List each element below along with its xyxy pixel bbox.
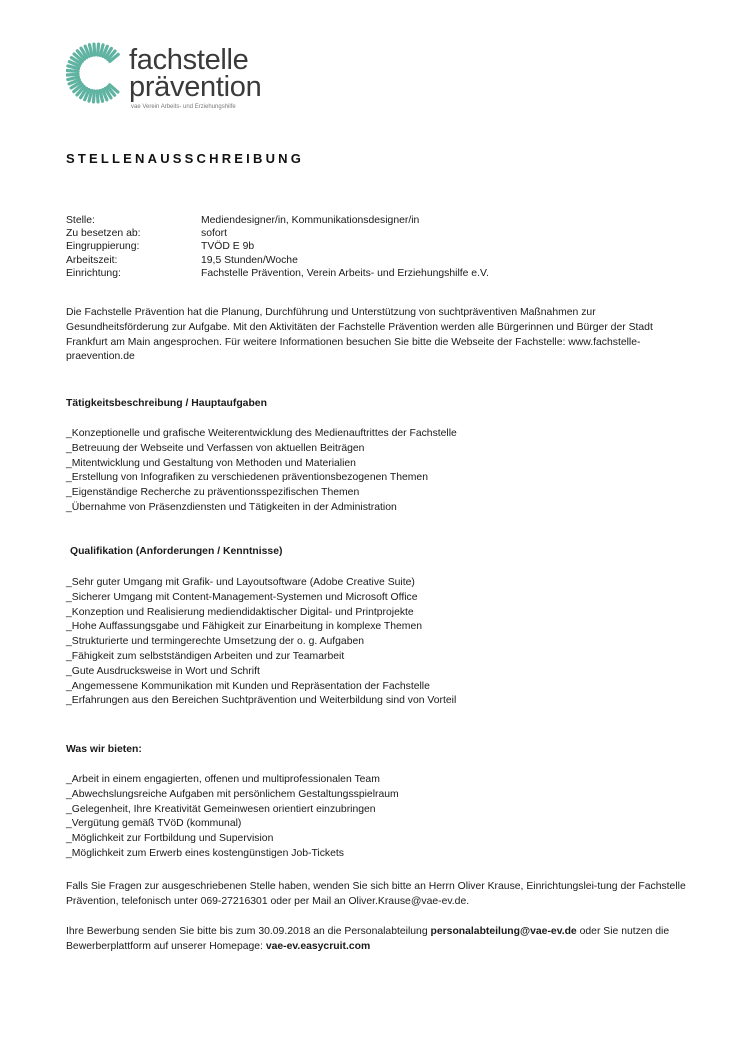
logo-ray	[98, 44, 99, 55]
logo-ray	[93, 91, 94, 102]
logo	[66, 41, 306, 111]
list-item: _Konzeptionelle und grafische Weiterentwicklung des Medienauftrittes der Fachstelle	[66, 428, 457, 439]
application-paragraph	[66, 925, 686, 955]
tasks-list	[66, 427, 457, 516]
info-label: Arbeitszeit:	[66, 254, 118, 266]
offer-heading: Was wir bieten:	[66, 744, 142, 755]
qualification-list	[66, 576, 456, 709]
list-item: _Gute Ausdrucksweise in Wort und Schrift	[66, 665, 260, 677]
list-item: _Fähigkeit zum selbstständigen Arbeiten und zur Teamarbeit	[66, 650, 345, 662]
list-item: _Strukturierte und termingerechte Umsetzung der o. g. Aufgaben	[66, 636, 365, 648]
list-item: _Mitentwicklung und Gestaltung von Methoden und Materialien	[66, 457, 356, 469]
logo-ray	[67, 74, 78, 75]
offer-list	[66, 773, 399, 862]
list-item: _Erfahrungen aus den Bereichen Suchtprävention und Weiterbildung sind von Vorteil	[66, 695, 457, 707]
application-email: personalabteilung@vae-ev.de	[430, 926, 577, 937]
application-text: oder Sie nutzen die Bewerberplattform auf unserer Homepage:	[66, 926, 670, 952]
info-row-position	[66, 214, 489, 227]
list-item: _Möglichkeit zum Erwerb eines kostengünstigen Job-Tickets	[66, 847, 344, 859]
info-row-pay-grade	[66, 240, 489, 253]
qualification-heading: Qualifikation (Anforderungen / Kenntnisse)	[70, 546, 283, 557]
list-item: _Abwechslungsreiche Aufgaben mit persönlichem Gestaltungsspielraum	[66, 788, 399, 800]
logo-line-2: prävention	[129, 71, 262, 103]
info-label: Zu besetzen ab:	[66, 228, 141, 240]
application-url: vae-ev.easycruit.com	[265, 940, 371, 952]
list-item: _Übernahme von Präsenzdiensten und Tätigkeiten in der Administration	[66, 501, 397, 513]
info-value: Fachstelle Prävention, Verein Arbeits- und Erziehungshilfe e.V.	[201, 267, 489, 279]
list-item: _Gelegenheit, Ihre Kreativität Gemeinwesen orientiert einzubringen	[66, 803, 376, 815]
info-label: Eingruppierung:	[66, 241, 140, 253]
logo-ray	[97, 91, 98, 102]
logo-subtitle: vae Verein Arbeits- und Erziehungshilfe	[131, 104, 236, 110]
logo-line-1: fachstelle	[129, 44, 249, 76]
list-item: _Eigenständige Recherche zu präventionsspezifischen Themen	[66, 487, 360, 499]
list-item: _Vergütung gemäß TVöD (kommunal)	[66, 818, 242, 830]
job-info-table	[66, 214, 489, 280]
info-row-institution	[66, 267, 489, 280]
list-item: _Erstellung von Infografiken zu verschiedenen präventionsbezogenen Themen	[66, 472, 428, 484]
list-item: _Betreuung der Webseite und Verfassen von aktuellen Beiträgen	[66, 442, 365, 454]
application-text: Ihre Bewerbung senden Sie bitte bis zum 30.09.2018 an die Personalabteilung	[66, 926, 431, 937]
list-item: _Angemessene Kommunikation mit Kunden und Repräsentation der Fachstelle	[66, 680, 430, 692]
tasks-heading: Tätigkeitsbeschreibung / Hauptaufgaben	[66, 398, 267, 409]
list-item: _Konzeption und Realisierung mediendidaktischer Digital- und Printprojekte	[66, 606, 414, 618]
list-item: _Arbeit in einem engagierten, offenen und multiprofessionalen Team	[66, 774, 380, 785]
logo-circle-icon	[66, 41, 126, 105]
contact-paragraph: Falls Sie Fragen zur ausgeschriebenen Stelle haben, wenden Sie sich bitte an Herrn Oliver Krause, Einrichtungslei-tung der Fachstelle Prävention, telefonisch unter 069-27216301 oder per Mail an Oliver.Krause@vae-ev.de.	[66, 881, 686, 907]
list-item: _Sicherer Umgang mit Content-Management-Systemen und Microsoft Office	[66, 591, 418, 603]
list-item: _Hohe Auffassungsgabe und Fähigkeit zur Einarbeitung in komplexe Themen	[66, 621, 423, 633]
info-value: TVÖD E 9b	[201, 241, 255, 253]
info-value: sofort	[201, 228, 227, 240]
info-row-hours	[66, 254, 489, 267]
logo-ray	[67, 70, 78, 71]
intro-paragraph: Die Fachstelle Prävention hat die Planung, Durchführung und Unterstützung von suchtpräventiven Maßnahmen zur Gesundheitsförderung zur Aufgabe. Mit den Aktivitäten der Fachstelle Prävention werden alle Bürgerinnen und Bürger der Stadt Frankfurt am Main angesprochen. Für weitere Informationen besuchen Sie bitte die Webseite der Fachstelle: www.fachstelle-praevention.de	[66, 307, 653, 363]
info-value: 19,5 Stunden/Woche	[201, 254, 298, 266]
info-label: Stelle:	[66, 215, 95, 226]
info-value: Mediendesigner/in, Kommunikationsdesigner/in	[201, 215, 420, 226]
page-title: STELLENAUSSCHREIBUNG	[66, 151, 305, 166]
list-item: _Sehr guter Umgang mit Grafik- und Layoutsoftware (Adobe Creative Suite)	[66, 577, 415, 588]
logo-ray	[94, 44, 95, 55]
info-row-start	[66, 227, 489, 240]
info-label: Einrichtung:	[66, 267, 121, 279]
list-item: _Möglichkeit zur Fortbildung und Supervision	[66, 833, 274, 845]
